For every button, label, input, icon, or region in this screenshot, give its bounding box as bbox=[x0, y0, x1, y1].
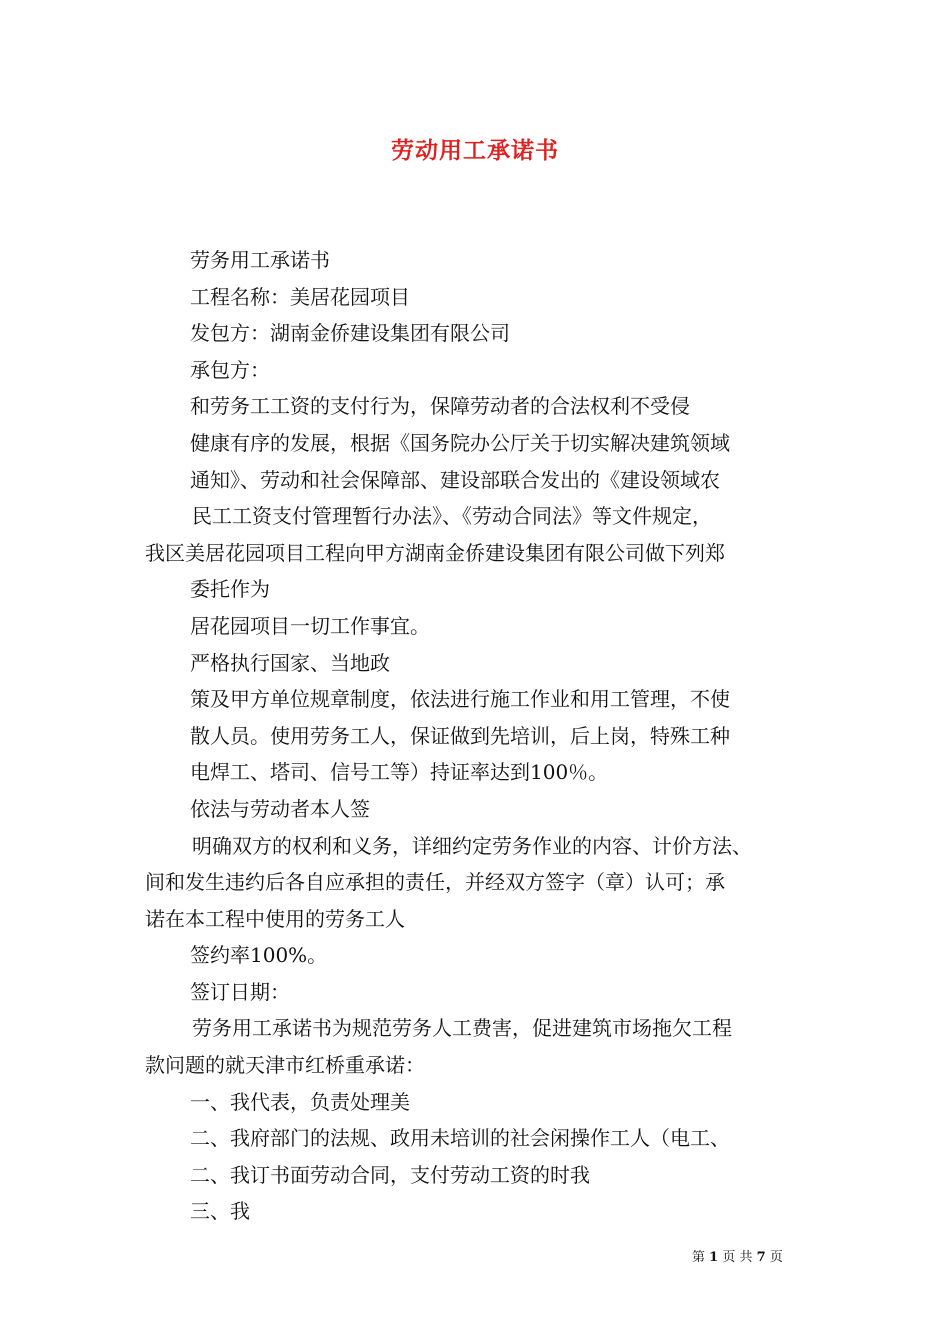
text-line: 依法与劳动者本人签 bbox=[190, 796, 370, 821]
page-footer bbox=[692, 1246, 783, 1265]
text-line: 三、我 bbox=[190, 1199, 250, 1224]
text-line: 严格执行国家、当地政 bbox=[190, 650, 390, 675]
text-line: 诺在本工程中使用的劳务工人 bbox=[145, 906, 405, 931]
text-line: 散人员。使用劳务工人，保证做到先培训，后上岗，特殊工种 bbox=[190, 723, 730, 748]
footer-prefix: 第 bbox=[692, 1250, 706, 1265]
text-line: 民工工资支付管理暂行办法》、《劳动合同法》等文件规定， bbox=[192, 504, 712, 529]
text-line: 电焊工、塔司、信号工等）持证率达到100％。 bbox=[190, 760, 609, 785]
text-line: 签订日期： bbox=[190, 979, 290, 1004]
text-line: 和劳务工工资的支付行为，保障劳动者的合法权利不受侵 bbox=[190, 394, 690, 419]
text-line: 二、我府部门的法规、政用未培训的社会闲操作工人（电工、 bbox=[190, 1126, 730, 1151]
text-line: 明确双方的权利和义务，详细约定劳务作业的内容、计价方法、 bbox=[192, 833, 752, 858]
footer-suffix: 页 bbox=[769, 1250, 783, 1265]
footer-page-number: 1 bbox=[709, 1250, 719, 1265]
text-line: 一、我代表，负责处理美 bbox=[190, 1089, 410, 1114]
text-line: 居花园项目一切工作事宜。 bbox=[190, 613, 430, 638]
text-line: 健康有序的发展，根据《国务院办公厅关于切实解决建筑领域 bbox=[190, 430, 730, 455]
footer-total-pages: 7 bbox=[756, 1250, 766, 1265]
text-line: 通知》、劳动和社会保障部、建设部联合发出的《建设领域农 bbox=[190, 467, 720, 492]
document-body bbox=[145, 242, 825, 1230]
text-line: 策及甲方单位规章制度，依法进行施工作业和用工管理，不使 bbox=[190, 687, 730, 712]
text-line: 承包方： bbox=[190, 357, 270, 382]
text-line: 我区美居花园项目工程向甲方湖南金侨建设集团有限公司做下列郑 bbox=[145, 540, 725, 565]
text-line: 劳务用工承诺书 bbox=[190, 248, 330, 272]
text-line: 劳务用工承诺书为规范劳务人工费害，促进建筑市场拖欠工程 bbox=[192, 1016, 732, 1041]
text-line: 委托作为 bbox=[190, 577, 270, 602]
text-line: 款问题的就天津市红桥重承诺： bbox=[145, 1053, 425, 1078]
text-line: 间和发生违约后各自应承担的责任，并经双方签字（章）认可；承 bbox=[145, 870, 725, 895]
text-line: 签约率100%。 bbox=[190, 943, 328, 968]
footer-middle: 页 共 bbox=[722, 1250, 753, 1265]
text-line: 二、我订书面劳动合同，支付劳动工资的时我 bbox=[190, 1162, 590, 1187]
text-line: 发包方：湖南金侨建设集团有限公司 bbox=[190, 321, 510, 346]
text-line: 工程名称：美居花园项目 bbox=[190, 284, 410, 309]
document-title: 劳动用工承诺书 bbox=[391, 137, 559, 164]
